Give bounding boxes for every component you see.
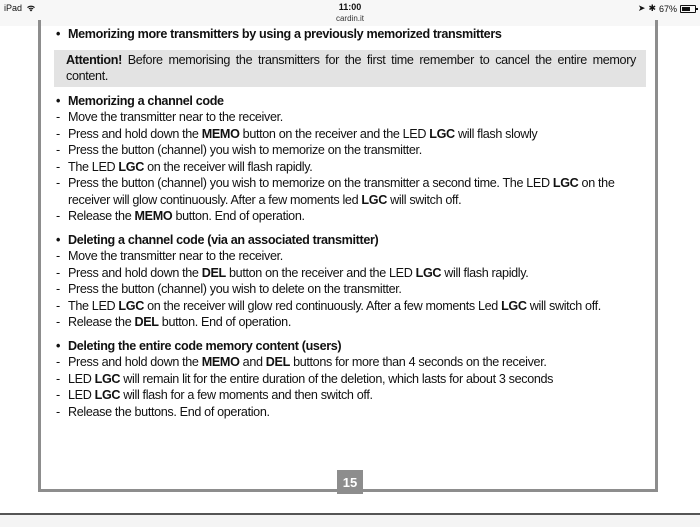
battery-percent: 67%: [658, 3, 677, 14]
bold-term: LGC: [118, 159, 144, 174]
section-heading: • Memorizing a channel code: [56, 93, 646, 110]
list-item: - Press and hold down the MEMO button on the receiver and the LED LGC will flash slowly: [56, 126, 646, 143]
device-name: iPad: [4, 3, 23, 13]
bluetooth-icon: ✱: [648, 3, 656, 13]
list-item: - Press the button (channel) you wish to delete on the transmitter.: [56, 281, 646, 298]
step-list: [56, 248, 646, 331]
document-content: [56, 26, 646, 420]
bold-term: MEMO: [134, 209, 173, 223]
list-item: - Release the MEMO button. End of operation.: [56, 208, 646, 225]
step-list: [56, 354, 646, 420]
section: [56, 232, 646, 331]
bold-term: LGC: [429, 126, 455, 141]
bold-term: LGC: [552, 176, 579, 190]
list-item: - Press the button (channel) you wish to memorize on the transmitter.: [56, 142, 646, 159]
list-item: - Press and hold down the DEL button on the receiver and the LED LGC will flash rapidly.: [56, 265, 646, 282]
attention-label: Attention!: [66, 52, 122, 67]
attention-text: Before memorising the transmitters for the first time remember to cancel the entire memory content.: [66, 52, 636, 83]
list-item: - Release the buttons. End of operation.: [56, 404, 646, 421]
bold-term: LGC: [94, 388, 121, 402]
list-item: - LED LGC will remain lit for the entire duration of the deletion, which lasts for about 3 seconds: [56, 371, 646, 388]
bold-term: LGC: [501, 298, 527, 313]
list-item: - The LED LGC on the receiver will flash rapidly.: [56, 159, 646, 176]
step-list: [56, 109, 646, 225]
address-bar[interactable]: cardin.it: [335, 14, 364, 23]
section-heading: • Deleting a channel code (via an associated transmitter): [56, 232, 646, 249]
bold-term: DEL: [201, 265, 226, 280]
bold-term: DEL: [134, 315, 159, 329]
section: [56, 338, 646, 421]
clock: 11:00: [338, 2, 362, 12]
bold-term: LGC: [118, 298, 144, 313]
bold-term: MEMO: [201, 355, 240, 369]
list-item: - Release the DEL button. End of operation.: [56, 314, 646, 331]
list-item: - LED LGC will flash for a few moments and then switch off.: [56, 387, 646, 404]
battery-icon: [680, 5, 696, 13]
list-item: - Press and hold down the MEMO and DEL buttons for more than 4 seconds on the receiver.: [56, 354, 646, 371]
section-heading: • Deleting the entire code memory content (users): [56, 338, 646, 355]
bold-term: LGC: [361, 192, 387, 207]
list-item: - Move the transmitter near to the receiver.: [56, 109, 646, 126]
attention-note: [54, 50, 646, 87]
status-right: [638, 3, 696, 14]
section: [56, 93, 646, 225]
bold-term: LGC: [415, 265, 442, 280]
list-item: - The LED LGC on the receiver will glow red continuously. After a few moments Led LGC will switch off.: [56, 298, 646, 315]
bold-term: LGC: [94, 371, 121, 386]
sections-container: [56, 93, 646, 421]
bold-term: MEMO: [201, 126, 240, 141]
bold-term: DEL: [265, 355, 290, 369]
page-number: 15: [337, 470, 363, 494]
section-heading: • Memorizing more transmitters by using a previously memorized transmitters: [56, 26, 646, 43]
location-icon: ➤: [637, 3, 646, 13]
list-item: - Move the transmitter near to the receiver.: [56, 248, 646, 265]
document-page: [0, 26, 700, 513]
list-item: - Press the button (channel) you wish to memorize on the transmitter a second time. The LED LGC on the receiver will glow continuously. After a few moments led LGC will switch off.: [56, 175, 646, 208]
